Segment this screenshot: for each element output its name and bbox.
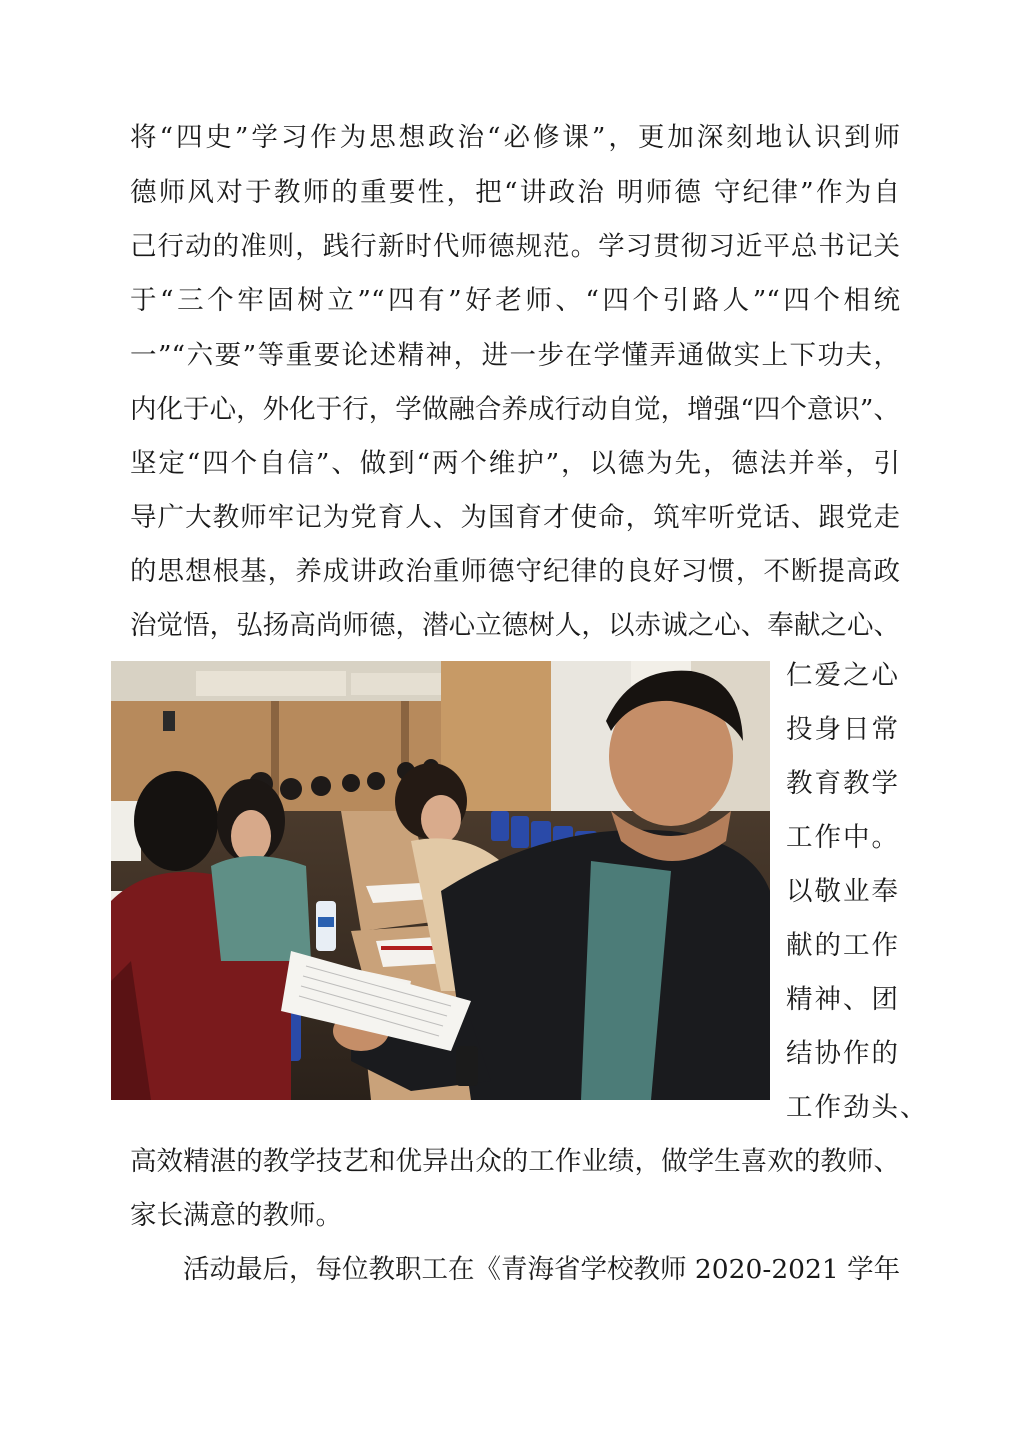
- side-line: 工作劲头、: [786, 1092, 929, 1123]
- paragraph-line: 内化于心，外化于行，学做融合养成行动自觉，增强“四个意识”、: [130, 394, 900, 425]
- paragraph-line: 活动最后，每位教职工在《青海省学校教师 2020-2021 学年: [130, 1254, 901, 1285]
- side-line: 教育教学: [786, 768, 900, 799]
- paragraph-line: 己行动的准则，践行新时代师德规范。学习贯彻习近平总书记关: [130, 231, 900, 262]
- side-line: 精神、团: [786, 984, 900, 1015]
- side-line: 以敬业奉: [786, 876, 900, 907]
- paragraph-line: 治觉悟，弘扬高尚师德，潜心立德树人，以赤诚之心、奉献之心、: [130, 610, 900, 641]
- paragraph-line: 的思想根基，养成讲政治重师德守纪律的良好习惯，不断提高政: [130, 556, 900, 587]
- paragraph-line: 高效精湛的教学技艺和优异出众的工作业绩，做学生喜欢的教师、: [130, 1146, 900, 1177]
- paragraph-line: 一”“六要”等重要论述精神，进一步在学懂弄通做实上下功夫，: [130, 340, 900, 371]
- meeting-photo: [111, 661, 770, 1100]
- paragraph-line: 于“三个牢固树立”“四有”好老师、“四个引路人”“四个相统: [130, 285, 900, 316]
- paragraph-line: 德师风对于教师的重要性，把“讲政治 明师德 守纪律”作为自: [130, 177, 900, 208]
- paragraph-line: 家长满意的教师。: [130, 1200, 342, 1231]
- paragraph-line: 坚定“四个自信”、做到“两个维护”，以德为先，德法并举，引: [130, 448, 900, 479]
- side-line: 结协作的: [786, 1038, 900, 1069]
- side-line: 投身日常: [786, 714, 900, 745]
- side-line: 仁爱之心: [786, 660, 900, 691]
- side-line: 工作中。: [786, 822, 900, 853]
- paragraph-line: 将“四史”学习作为思想政治“必修课”，更加深刻地认识到师: [130, 122, 900, 153]
- paragraph-line: 导广大教师牢记为党育人、为国育才使命，筑牢听党话、跟党走: [130, 502, 900, 533]
- side-line: 献的工作: [786, 930, 900, 961]
